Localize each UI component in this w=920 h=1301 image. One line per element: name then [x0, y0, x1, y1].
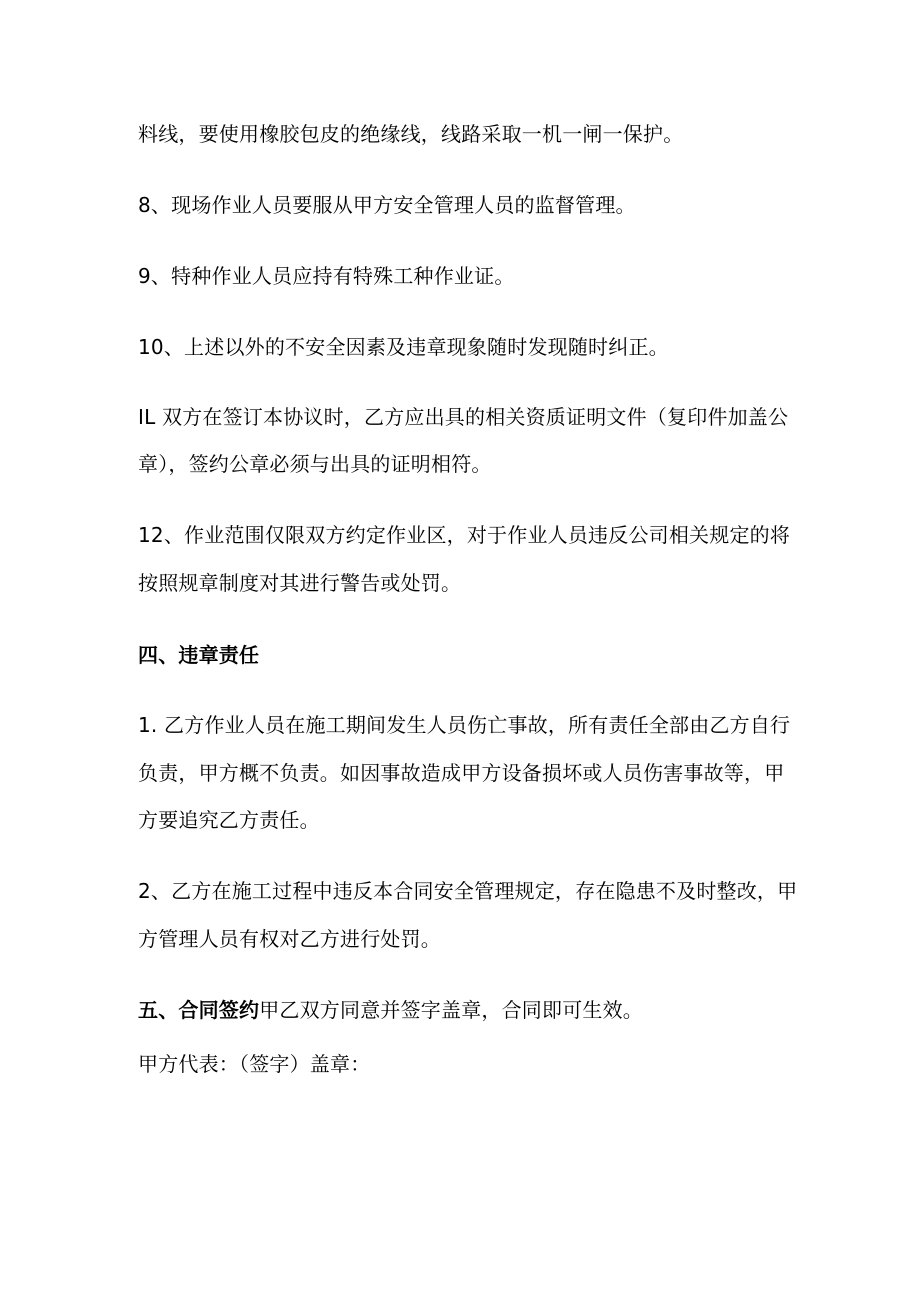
text-line: 料线，要使用橡胶包皮的绝缘线，线路采取一机一闸一保护。 — [138, 122, 684, 146]
text-line: 9、特种作业人员应持有特殊工种作业证。 — [138, 264, 515, 288]
text-line: 12、作业范围仅限双方约定作业区，对于作业人员违反公司相关规定的将 — [138, 523, 791, 547]
section-heading: 四、违章责任 — [138, 643, 260, 667]
text-line: 按照规章制度对其进行警告或处罚。 — [138, 571, 462, 595]
text-line: 章），签约公章必须与出具的证明相符。 — [138, 452, 492, 476]
text-line: 方要追究乙方责任。 — [138, 808, 320, 832]
text-line: 2、乙方在施工过程中违反本合同安全管理规定，存在隐患不及时整改，甲 — [138, 879, 798, 903]
text-line: IL 双方在签订本协议时，乙方应出具的相关资质证明文件（复印件加盖公 — [138, 405, 789, 429]
text-line: 8、现场作业人员要服从甲方安全管理人员的监督管理。 — [138, 193, 636, 217]
text-line: 方管理人员有权对乙方进行处罚。 — [138, 927, 441, 951]
section-heading: 五、合同签约 — [138, 998, 260, 1022]
text-line: 1. 乙方作业人员在施工期间发生人员伤亡事故，所有责任全部由乙方自行 — [138, 713, 791, 737]
contract-signing-paragraph — [138, 996, 788, 1024]
text-line: 10、上述以外的不安全因素及违章现象随时发现随时纠正。 — [138, 335, 669, 359]
section-text: 甲乙双方同意并签字盖章，合同即可生效。 — [259, 998, 644, 1022]
text-line: 负责，甲方概不负责。如因事故造成甲方设备损坏或人员伤害事故等，甲 — [138, 761, 785, 785]
signature-line: 甲方代表：（签字）盖章： — [138, 1052, 371, 1076]
